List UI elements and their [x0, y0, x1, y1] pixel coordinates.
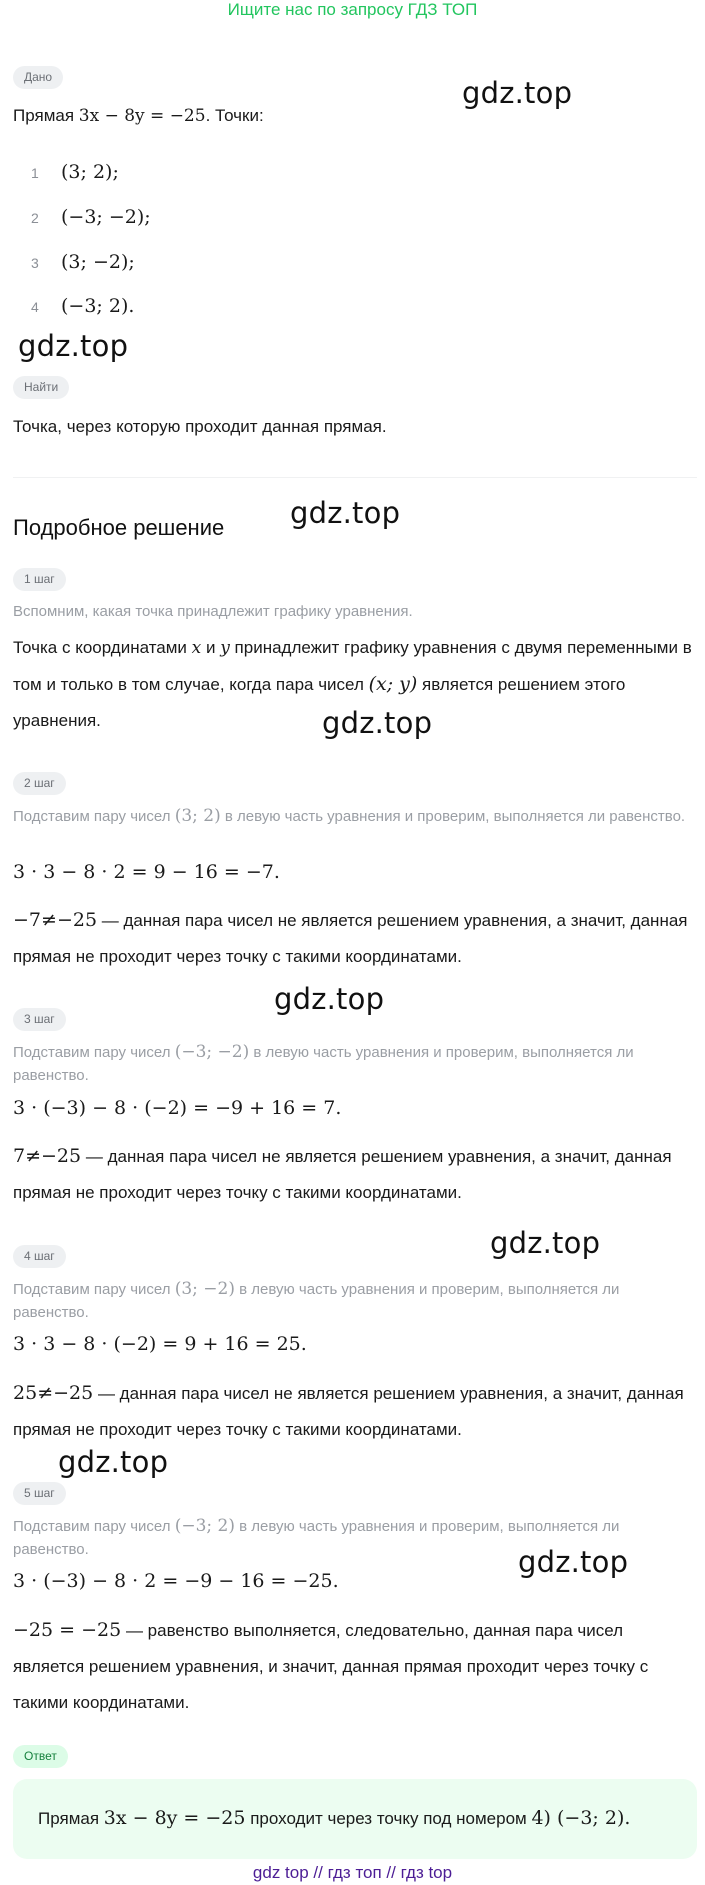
step-1-badge: 1 шаг [13, 568, 66, 591]
point-item-3: 3 (3; −2); [31, 251, 135, 273]
step-3-calc: 3 · (−3) − 8 · (−2) = −9 + 16 = 7. [13, 1097, 342, 1119]
step-4-badge: 4 шаг [13, 1245, 66, 1268]
step-4-conclusion: 25≠−25 — данная пара чисел не является решением уравнения, а значит, данная прямая не проходит через точку с такими координатами. [13, 1382, 684, 1439]
step-3-conclusion: 7≠−25 — данная пара чисел не является решением уравнения, а значит, данная прямая не проходит через точку с такими координатами. [13, 1145, 672, 1202]
step-3-badge: 3 шаг [13, 1008, 66, 1031]
answer-badge: Ответ [13, 1745, 68, 1768]
step-3-hint: Подставим пару чисел (−3; −2) в левую часть уравнения и проверим, выполняется ли равенство. [13, 1042, 634, 1084]
step-4-hint: Подставим пару чисел (3; −2) в левую часть уравнения и проверим, выполняется ли равенство. [13, 1279, 620, 1321]
watermark: gdz.top [462, 76, 573, 110]
step-2-hint: Подставим пару чисел (3; 2) в левую часть уравнения и проверим, выполняется ли равенство. [13, 806, 686, 826]
step-5-badge: 5 шаг [13, 1482, 66, 1505]
search-promo-link[interactable]: Ищите нас по запросу ГДЗ ТОП [227, 0, 478, 19]
watermark: gdz.top [58, 1445, 169, 1479]
given-equation: 3x − 8y = −25 [78, 106, 206, 126]
point-item-1: 1 (3; 2); [31, 161, 119, 183]
given-line: Прямая 3x − 8y = −25. Точки: [13, 106, 264, 126]
watermark: gdz.top [290, 496, 401, 530]
solution-title: Подробное решение [13, 515, 225, 540]
watermark: gdz.top [518, 1545, 629, 1579]
step-5-conclusion: −25 = −25 — равенство выполняется, следовательно, данная пара чисел является решением уравнения, и значит, данная прямая проходит через точку с такими координатами. [13, 1619, 649, 1712]
point-item-4: 4 (−3; 2). [31, 295, 135, 317]
step-5-calc: 3 · (−3) − 8 · 2 = −9 − 16 = −25. [13, 1570, 339, 1592]
watermark: gdz.top [322, 706, 433, 740]
given-badge: Дано [13, 66, 63, 89]
step-1-hint: Вспомним, какая точка принадлежит графику уравнения. [13, 603, 413, 620]
step-4-calc: 3 · 3 − 8 · (−2) = 9 + 16 = 25. [13, 1333, 307, 1355]
footer-links[interactable]: gdz top // гдз топ // гдз top [252, 1863, 453, 1882]
section-divider [13, 477, 697, 478]
step-2-badge: 2 шаг [13, 772, 66, 795]
watermark: gdz.top [490, 1226, 601, 1260]
find-badge: Найти [13, 376, 69, 399]
answer-box [13, 1779, 697, 1859]
find-text: Точка, через которую проходит данная прямая. [13, 417, 387, 436]
watermark: gdz.top [274, 982, 385, 1016]
step-1-text: Точка с координатами x и y принадлежит графику уравнения с двумя переменными в том и только в том случае, когда пара чисел (x; y) является решением этого уравнения. [13, 638, 692, 730]
step-2-conclusion: −7≠−25 — данная пара чисел не является решением уравнения, а значит, данная прямая не проходит через точку с такими координатами. [13, 909, 688, 966]
step-5-hint: Подставим пару чисел (−3; 2) в левую часть уравнения и проверим, выполняется ли равенство. [13, 1516, 620, 1558]
step-2-calc: 3 · 3 − 8 · 2 = 9 − 16 = −7. [13, 861, 280, 883]
watermark: gdz.top [18, 329, 129, 363]
point-item-2: 2 (−3; −2); [31, 206, 151, 228]
answer-text: Прямая 3x − 8y = −25 проходит через точку под номером 4) (−3; 2). [38, 1807, 631, 1829]
